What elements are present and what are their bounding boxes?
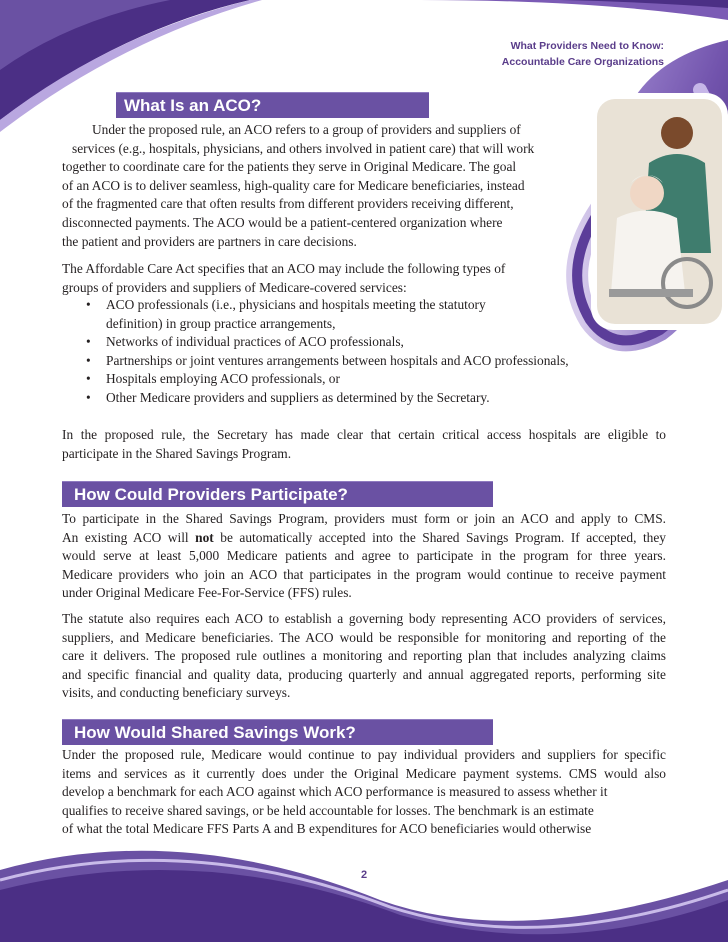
header-line-2: Accountable Care Organizations xyxy=(501,56,664,68)
intro-line: services (e.g., hospitals, physicians, and others involved in patient care) that will work xyxy=(72,140,535,156)
list-item: • Other Medicare providers and suppliers as determined by the Secretary. xyxy=(86,389,490,405)
aca-paragraph xyxy=(62,260,552,297)
participate-paragraph-2: The statute also requires each ACO to establish a governing body representing ACO providers of services, suppliers, and Medicare beneficiaries. The ACO would be responsible for monitoring and reporting of the care it delivers. The proposed rule outlines a monitoring and reporting plan that includes analyzing claims and specific financial and quality data, producing quarterly and annual aggregated reports, performing site visits, and conducting beneficiary surveys. xyxy=(62,611,666,701)
intro-line: Under the proposed rule, an ACO refers to a group of providers and suppliers of xyxy=(92,122,521,137)
document-header xyxy=(502,38,664,70)
aca-line: groups of providers and suppliers of Medicare-covered services: xyxy=(62,279,407,295)
intro-line: the patient and providers are partners in care decisions. xyxy=(62,233,357,249)
section-heading-what-is-aco: What Is an ACO? xyxy=(116,92,429,118)
list-item: • ACO professionals (i.e., physicians and hospitals meeting the statutory definition) in group practice arrangements, xyxy=(86,297,486,331)
intro-line: disconnected payments. The ACO would be a patient-centered organization where xyxy=(62,214,503,230)
intro-line: of the fragmented care that often results from different providers receiving different, xyxy=(62,196,514,212)
photo-caregiver-and-patient xyxy=(591,93,728,330)
aco-types-list xyxy=(80,296,640,408)
intro-line: together to coordinate care for the patients they serve in Original Medicare. The goal xyxy=(62,159,517,175)
critical-access-paragraph: In the proposed rule, the Secretary has made clear that certain critical access hospitals are eligible to participate in the Shared Savings Program. xyxy=(62,427,666,461)
intro-paragraph xyxy=(62,121,582,251)
list-item: • Networks of individual practices of ACO professionals, xyxy=(86,334,404,350)
section-heading-shared-savings: How Would Shared Savings Work? xyxy=(62,719,493,745)
list-item: • Partnerships or joint ventures arrangements between hospitals and ACO professionals, xyxy=(86,352,569,368)
intro-line: of an ACO is to deliver seamless, high-quality care for Medicare beneficiaries, instead xyxy=(62,177,525,193)
page-number: 2 xyxy=(360,869,368,881)
aca-line: The Affordable Care Act specifies that an ACO may include the following types of xyxy=(62,261,506,276)
list-item: • Hospitals employing ACO professionals, or xyxy=(86,371,340,387)
savings-paragraph: Under the proposed rule, Medicare would continue to pay individual providers and suppliers for specific items and services as it currently does under the Original Medicare payment systems. CMS would also develop a benchmark for each ACO against which ACO performance is measured to assess whether it qualifies to receive shared savings, or be held accountable for losses. The benchmark is an estimate of what the total Medicare FFS Parts A and B expenditures for ACO beneficiaries would otherwise xyxy=(62,747,666,837)
header-line-1: What Providers Need to Know: xyxy=(510,40,664,52)
emphasis-not: not xyxy=(195,529,214,545)
participate-paragraph-1: To participate in the Shared Savings Program, providers must form or join an ACO and apply to CMS. An existing ACO will not be automatically accepted into the Shared Savings Program. If accepted, they would serve at least 5,000 Medicare patients and agree to participate in the program for three years. Medicare providers who join an ACO that participates in the program would continue to receive payment under Original Medicare Fee-For-Service (FFS) rules. xyxy=(62,511,666,601)
section-heading-participate: How Could Providers Participate? xyxy=(62,481,493,507)
